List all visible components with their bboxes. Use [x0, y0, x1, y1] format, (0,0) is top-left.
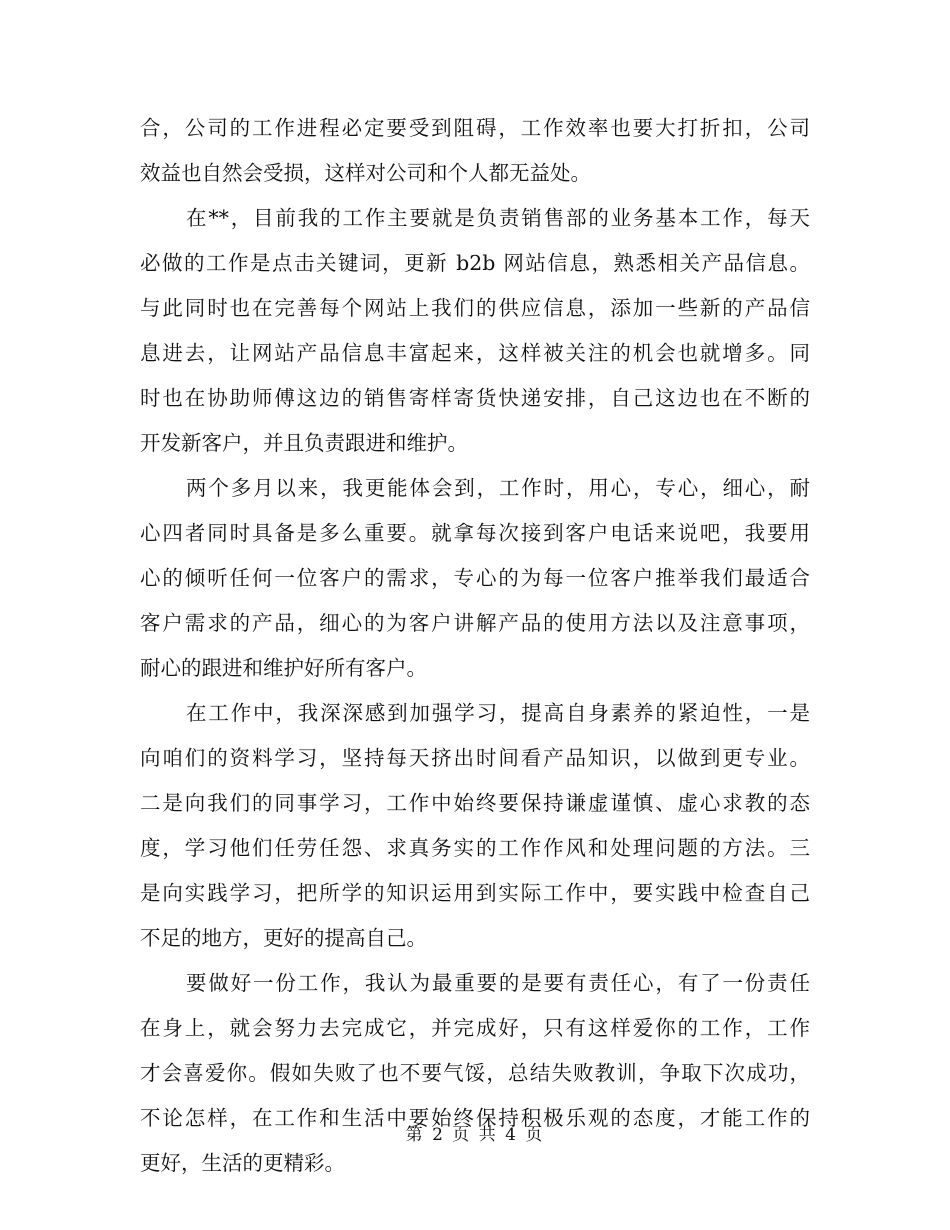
text-line: 合，公司的工作进程必定要受到阻碍，工作效率也要大打折扣，公司	[140, 116, 810, 140]
text-line: 时也在协助师傅这边的销售寄样寄货快递安排，自己这边也在不断的	[140, 386, 810, 410]
text-line: 不论怎样，在工作和生活中要始终保持积极乐观的态度，才能工作的	[140, 1106, 810, 1130]
text-line: 更好，生活的更精彩。	[140, 1151, 345, 1175]
text-line: 在工作中，我深深感到加强学习，提高自身素养的紧迫性，一是	[186, 701, 810, 725]
text-line: 客户需求的产品，细心的为客户讲解产品的使用方法以及注意事项，	[140, 611, 810, 635]
text-line: 耐心的跟进和维护好所有客户。	[140, 656, 427, 680]
text-line: 是向实践学习，把所学的知识运用到实际工作中，要实践中检查自己	[140, 881, 810, 905]
text-line: 才会喜爱你。假如失败了也不要气馁，总结失败教训，争取下次成功，	[140, 1061, 810, 1085]
text-line: 向咱们的资料学习，坚持每天挤出时间看产品知识，以做到更专业。	[140, 746, 810, 770]
text-line: 心的倾听任何一位客户的需求，专心的为每一位客户推举我们最适合	[140, 566, 810, 590]
text-line: 必做的工作是点击关键词，更新 b2b 网站信息，熟悉相关产品信息。	[140, 251, 810, 275]
text-line: 要做好一份工作，我认为最重要的是要有责任心，有了一份责任	[186, 971, 810, 995]
text-line: 二是向我们的同事学习，工作中始终要保持谦虚谨慎、虚心求教的态	[140, 791, 810, 815]
text-line: 息进去，让网站产品信息丰富起来，这样被关注的机会也就增多。同	[140, 341, 810, 365]
text-line: 不足的地方，更好的提高自己。	[140, 926, 427, 950]
text-line: 度，学习他们任劳任怨、求真务实的工作作风和处理问题的方法。三	[140, 836, 810, 860]
text-line: 在身上，就会努力去完成它，并完成好，只有这样爱你的工作，工作	[140, 1016, 810, 1040]
text-line: 在**，目前我的工作主要就是负责销售部的业务基本工作，每天	[186, 206, 810, 230]
text-line: 效益也自然会受损，这样对公司和个人都无益处。	[140, 161, 591, 185]
text-line: 心四者同时具备是多么重要。就拿每次接到客户电话来说吧，我要用	[140, 521, 810, 545]
text-line: 开发新客户，并且负责跟进和维护。	[140, 431, 468, 455]
page-number-footer: 第 2 页 共 4 页	[405, 1125, 545, 1145]
document-body	[140, 106, 810, 1186]
text-line: 与此同时也在完善每个网站上我们的供应信息，添加一些新的产品信	[140, 296, 810, 320]
text-line: 两个多月以来，我更能体会到，工作时，用心，专心，细心，耐	[186, 476, 810, 500]
